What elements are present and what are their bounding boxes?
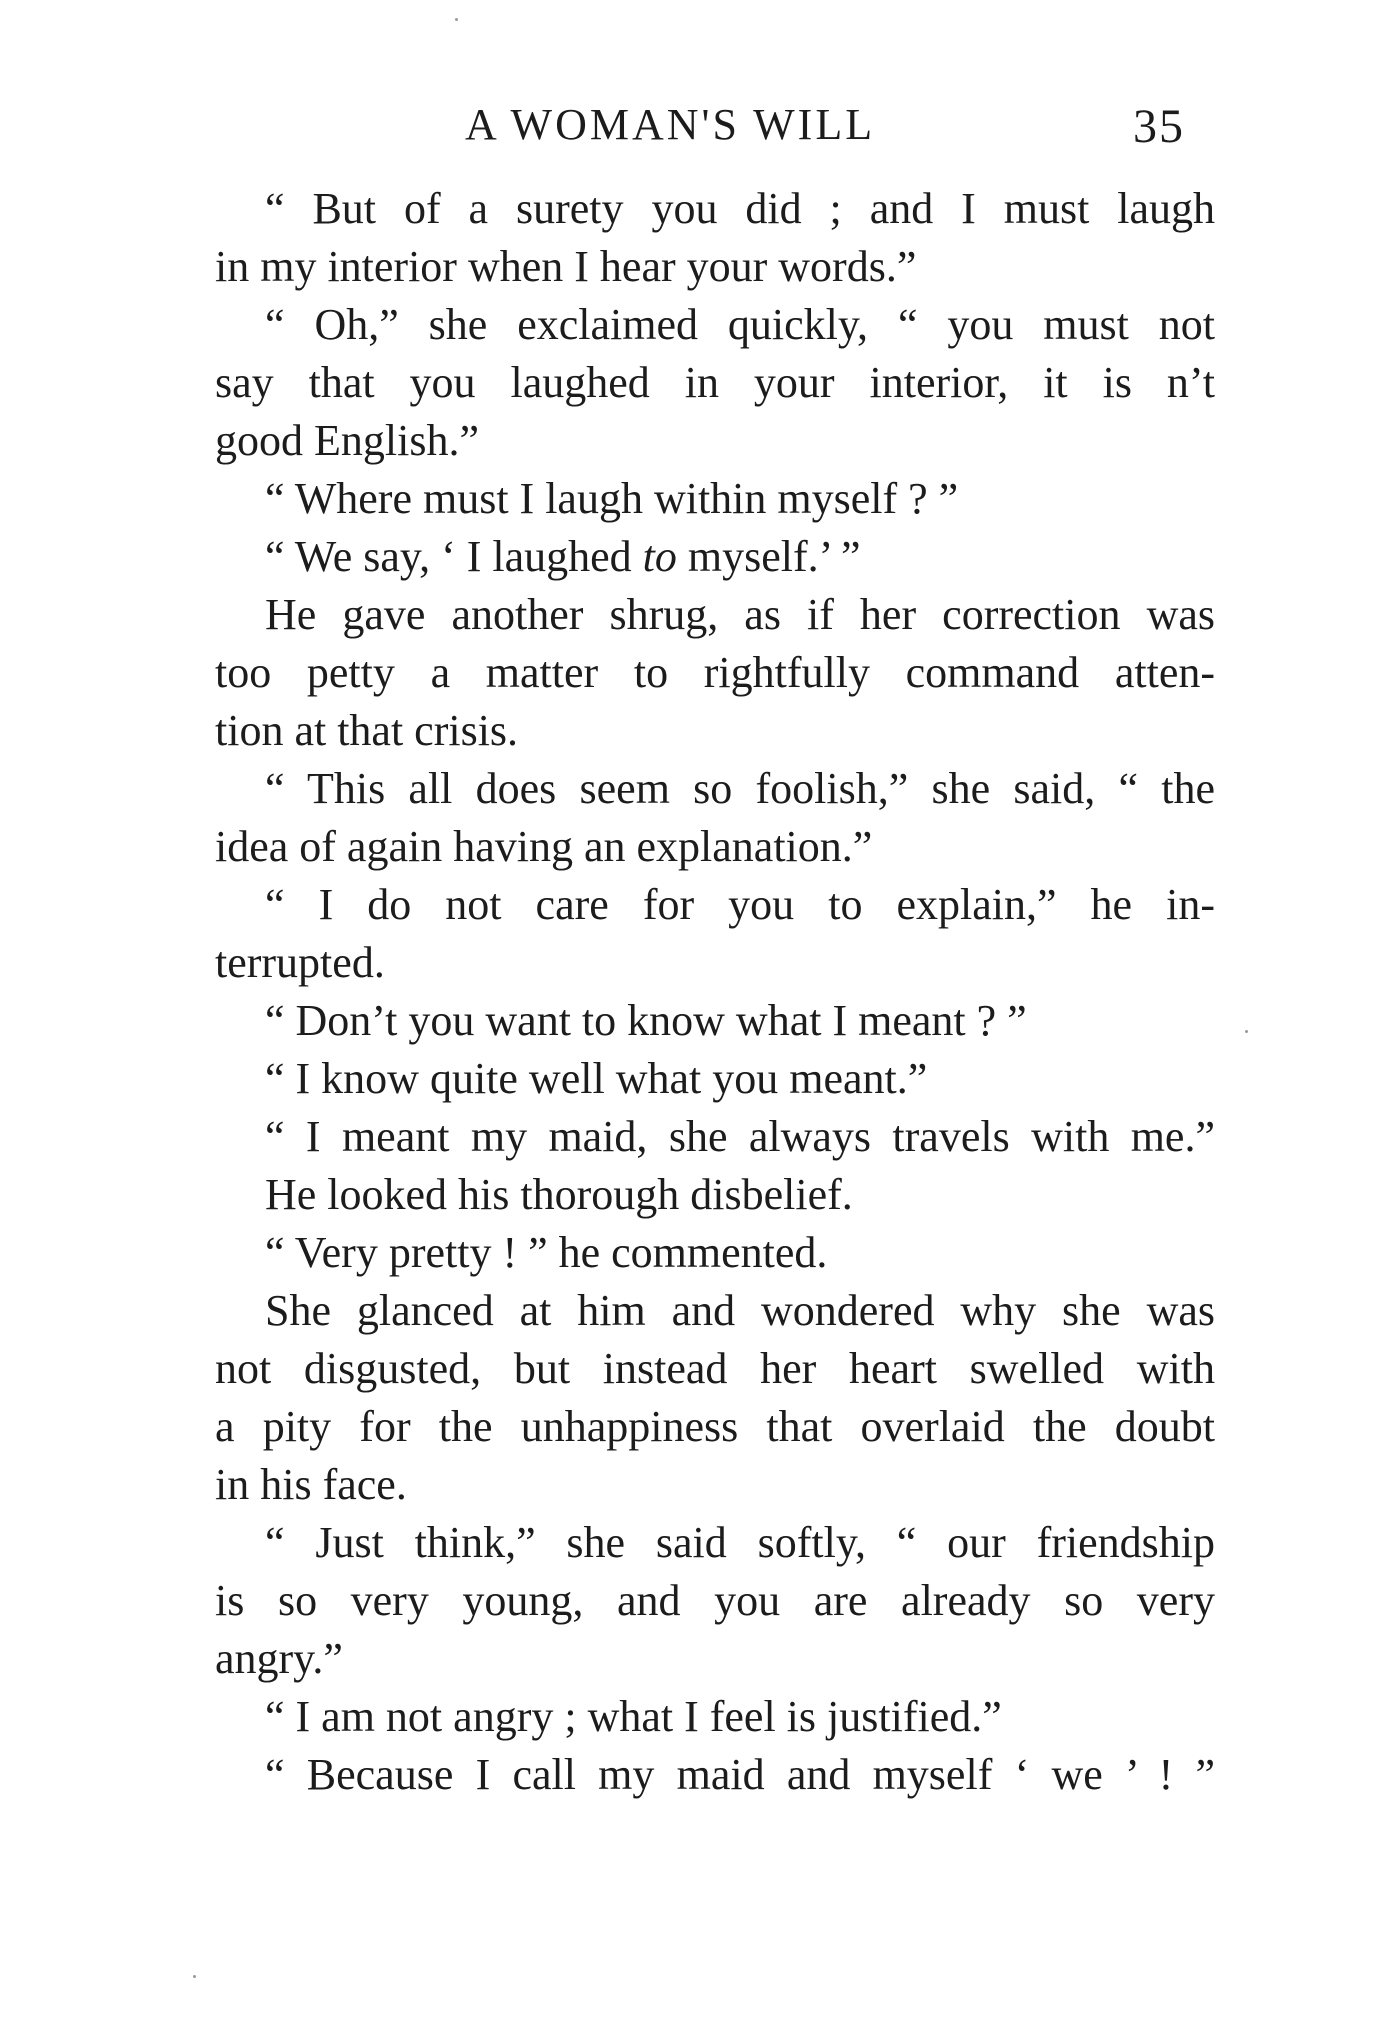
text-line: not disgusted, but instead her heart swelled with	[215, 1344, 1215, 1393]
text-line: good English.”	[215, 416, 479, 465]
paper-speck	[193, 1975, 196, 1978]
text-line: “ I know quite well what you meant.”	[265, 1054, 928, 1103]
text-line: “ I do not care for you to explain,” he in-	[265, 880, 1215, 929]
body-text	[215, 180, 1215, 1804]
text-line: in his face.	[215, 1460, 407, 1509]
text-line: He gave another shrug, as if her correction was	[265, 590, 1215, 639]
running-title: A WOMAN'S WILL	[465, 100, 876, 149]
text-line: “ I meant my maid, she always travels with me.”	[265, 1112, 1215, 1161]
text-line: She glanced at him and wondered why she was	[265, 1286, 1215, 1335]
text-line: “ This all does seem so foolish,” she said, “ the	[265, 764, 1215, 813]
text-line: too petty a matter to rightfully command atten-	[215, 648, 1215, 697]
text-line: He looked his thorough disbelief.	[265, 1170, 853, 1219]
text-line: is so very young, and you are already so very	[215, 1576, 1215, 1625]
text-line: “ Don’t you want to know what I meant ? ”	[265, 996, 1027, 1045]
page-number: 35	[1133, 100, 1185, 153]
text-line: angry.”	[215, 1634, 343, 1683]
text-line: tion at that crisis.	[215, 706, 519, 755]
text-line: “ Just think,” she said softly, “ our friendship	[265, 1518, 1215, 1567]
text-line: “ Oh,” she exclaimed quickly, “ you must not	[265, 300, 1215, 349]
italic-word: to	[642, 532, 677, 581]
text-line: “ We say, ‘ I laughed to myself.’ ”	[265, 532, 861, 581]
text-line: terrupted.	[215, 938, 385, 987]
text-line: “ But of a surety you did ; and I must laugh	[265, 184, 1215, 233]
text-line: “ Where must I laugh within myself ? ”	[265, 474, 959, 523]
text-line: say that you laughed in your interior, it is n’t	[215, 358, 1215, 407]
text-line: idea of again having an explanation.”	[215, 822, 873, 871]
paper-speck	[1245, 1030, 1248, 1033]
text-line: “ Because I call my maid and myself ‘ we ’ ! ”	[265, 1750, 1215, 1799]
text-line: “ I am not angry ; what I feel is justified.”	[265, 1692, 1002, 1741]
text-line: a pity for the unhappiness that overlaid the doubt	[215, 1402, 1215, 1451]
text-line: “ Very pretty ! ” he commented.	[265, 1228, 828, 1277]
text-line: in my interior when I hear your words.”	[215, 242, 917, 291]
paper-speck	[455, 18, 458, 21]
running-head	[215, 90, 1215, 160]
